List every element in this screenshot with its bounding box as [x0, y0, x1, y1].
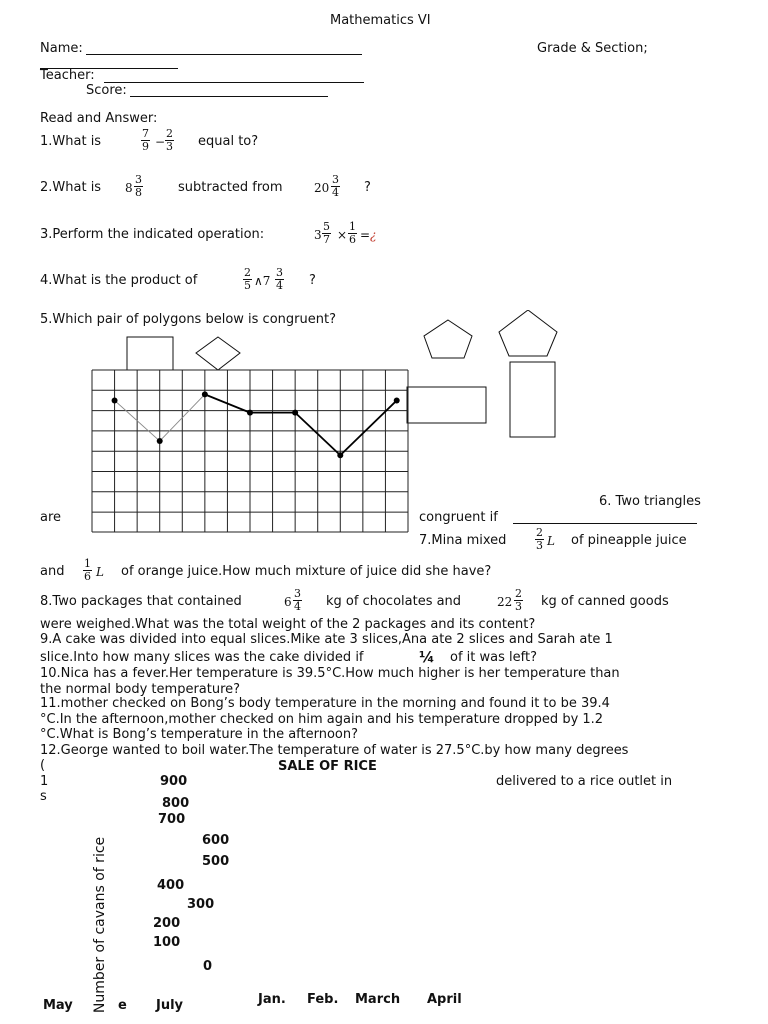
q6-answer-field[interactable]	[513, 523, 697, 524]
q7-fraction-1: $\frac{2}{3}$	[536, 526, 543, 552]
y-tick-100: 100	[153, 935, 181, 950]
y-tick-800: 800	[162, 796, 190, 811]
q5-text: 5.Which pair of polygons below is congruent?	[40, 312, 336, 327]
q8-fraction-1: $\frac{3}{4}$	[294, 587, 301, 613]
y-tick-600: 600	[202, 833, 230, 848]
q6-are: are	[40, 510, 62, 525]
y-tick-300: 300	[187, 897, 215, 912]
q1-minus: −	[155, 135, 166, 149]
grid-graph	[91, 369, 409, 533]
q7-prefix: 7.Mina mixed	[419, 533, 507, 548]
name-field[interactable]	[86, 54, 362, 55]
q7-and: and	[40, 564, 65, 579]
q11-line1: 11.mother checked on Bong’s body temperature in the morning and found it to be 39.4	[40, 696, 610, 711]
q12-fragment-1: (	[40, 758, 46, 773]
graph-segment	[340, 400, 396, 455]
y-tick-200: 200	[153, 916, 181, 931]
q7-suffix: of pineapple juice	[571, 533, 687, 548]
q8-mid: kg of chocolates and	[326, 594, 462, 609]
q8-prefix: 8.Two packages that contained	[40, 594, 242, 609]
q3-fraction-1: $\frac{5}{7}$	[323, 220, 330, 246]
q2-fraction-1: $\frac{3}{8}$	[135, 173, 142, 199]
graph-point	[394, 397, 400, 403]
graph-point	[247, 410, 253, 416]
q4-fraction-1: $\frac{2}{5}$	[244, 266, 251, 292]
large-pentagon-shape	[499, 310, 557, 356]
q12-fragment-4: s	[40, 789, 47, 804]
q11-line2: °C.In the afternoon,mother checked on him again and his temperature dropped by 1.2	[40, 712, 604, 727]
q10-line2: the normal body temperature?	[40, 682, 241, 697]
name-label: Name:	[40, 41, 83, 56]
q7-unit-1: L	[547, 534, 555, 548]
score-field[interactable]	[130, 96, 328, 97]
q8-line2: were weighed.What was the total weight of the 2 packages and its content?	[40, 617, 536, 632]
teacher-label: Teacher:	[40, 68, 95, 83]
graph-point	[337, 452, 343, 458]
q12-fragment-2: 1	[40, 774, 49, 789]
q3-answer-mark: ¿	[370, 228, 377, 242]
q4-suffix: ?	[309, 273, 316, 288]
q7-fraction-2: $\frac{1}{6}$	[84, 557, 91, 583]
teacher-field[interactable]	[104, 82, 364, 83]
instructions: Read and Answer:	[40, 111, 158, 126]
q1-suffix: equal to?	[198, 134, 259, 149]
q12-fragment-3: delivered to a rice outlet in	[496, 774, 673, 789]
q4-fraction-2: $\frac{3}{4}$	[276, 266, 283, 292]
tall-rectangle-shape	[510, 362, 555, 437]
x-label-april: April	[427, 992, 462, 1007]
x-label-feb: Feb.	[307, 992, 339, 1007]
diamond-shape	[196, 337, 240, 370]
q3-equals: =	[360, 228, 371, 242]
y-tick-0: 0	[203, 959, 213, 974]
q2-prefix: 2.What is	[40, 180, 102, 195]
graph-point	[157, 438, 163, 444]
x-label-jan: Jan.	[258, 992, 286, 1007]
q4-operator: ∧7	[254, 274, 271, 288]
q8-fraction-2: $\frac{2}{3}$	[515, 587, 522, 613]
q8-whole-1: 6	[284, 595, 292, 609]
q2-suffix: ?	[364, 180, 371, 195]
q7-suffix-2: of orange juice.How much mixture of juice did she have?	[121, 564, 492, 579]
q1-fraction-1: $\frac{7}{9}$	[142, 127, 149, 153]
x-label-may: May	[43, 998, 73, 1013]
q2-middle: subtracted from	[178, 180, 283, 195]
q2-whole-2: 20	[314, 181, 330, 195]
q4-prefix: 4.What is the product of	[40, 273, 198, 288]
small-pentagon-shape	[424, 320, 472, 358]
q3-times: ×	[337, 228, 348, 242]
y-tick-700: 700	[158, 812, 186, 827]
q9-line2b: of it was left?	[450, 650, 537, 665]
grade-label: Grade & Section;	[537, 41, 648, 56]
wide-rectangle-shape	[407, 387, 486, 423]
q3-whole-1: 3	[314, 228, 322, 242]
chart-y-axis-label: Number of cavans of rice	[92, 836, 108, 1014]
y-tick-900: 900	[160, 774, 188, 789]
q12-line1: 12.George wanted to boil water.The temperature of water is 27.5°C.by how many degrees	[40, 743, 629, 758]
x-label-july: July	[156, 998, 184, 1013]
q8-suffix: kg of canned goods	[541, 594, 669, 609]
q11-line3: °C.What is Bong’s temperature in the afternoon?	[40, 727, 359, 742]
q1-fraction-2: $\frac{2}{3}$	[166, 127, 173, 153]
q9-line2a: slice.Into how many slices was the cake divided if	[40, 650, 364, 665]
graph-point	[292, 410, 298, 416]
chart-title: SALE OF RICE	[278, 759, 377, 774]
q3-prefix: 3.Perform the indicated operation:	[40, 227, 265, 242]
graph-point	[202, 391, 208, 397]
page-title: Mathematics VI	[330, 13, 431, 28]
y-tick-500: 500	[202, 854, 230, 869]
q10-line1: 10.Nica has a fever.Her temperature is 39.5°C.How much higher is her temperature than	[40, 666, 620, 681]
square-shape	[127, 337, 173, 370]
q3-fraction-2: $\frac{1}{6}$	[349, 220, 356, 246]
x-label-june: e	[118, 998, 127, 1013]
q1-prefix: 1.What is	[40, 134, 102, 149]
q2-whole-1: 8	[125, 181, 133, 195]
q2-fraction-2: $\frac{3}{4}$	[332, 173, 339, 199]
q7-unit-2: L	[96, 565, 104, 579]
x-label-march: March	[355, 992, 401, 1007]
q6-part2: congruent if	[419, 510, 498, 525]
y-tick-400: 400	[157, 878, 185, 893]
score-label: Score:	[86, 83, 127, 98]
q6-part1: 6. Two triangles	[599, 494, 701, 509]
q9-fraction: ¼	[419, 648, 435, 666]
q8-whole-2: 22	[497, 595, 513, 609]
q9-line1: 9.A cake was divided into equal slices.Mike ate 3 slices,Ana ate 2 slices and Sarah ate 1	[40, 632, 613, 647]
graph-point	[112, 397, 118, 403]
